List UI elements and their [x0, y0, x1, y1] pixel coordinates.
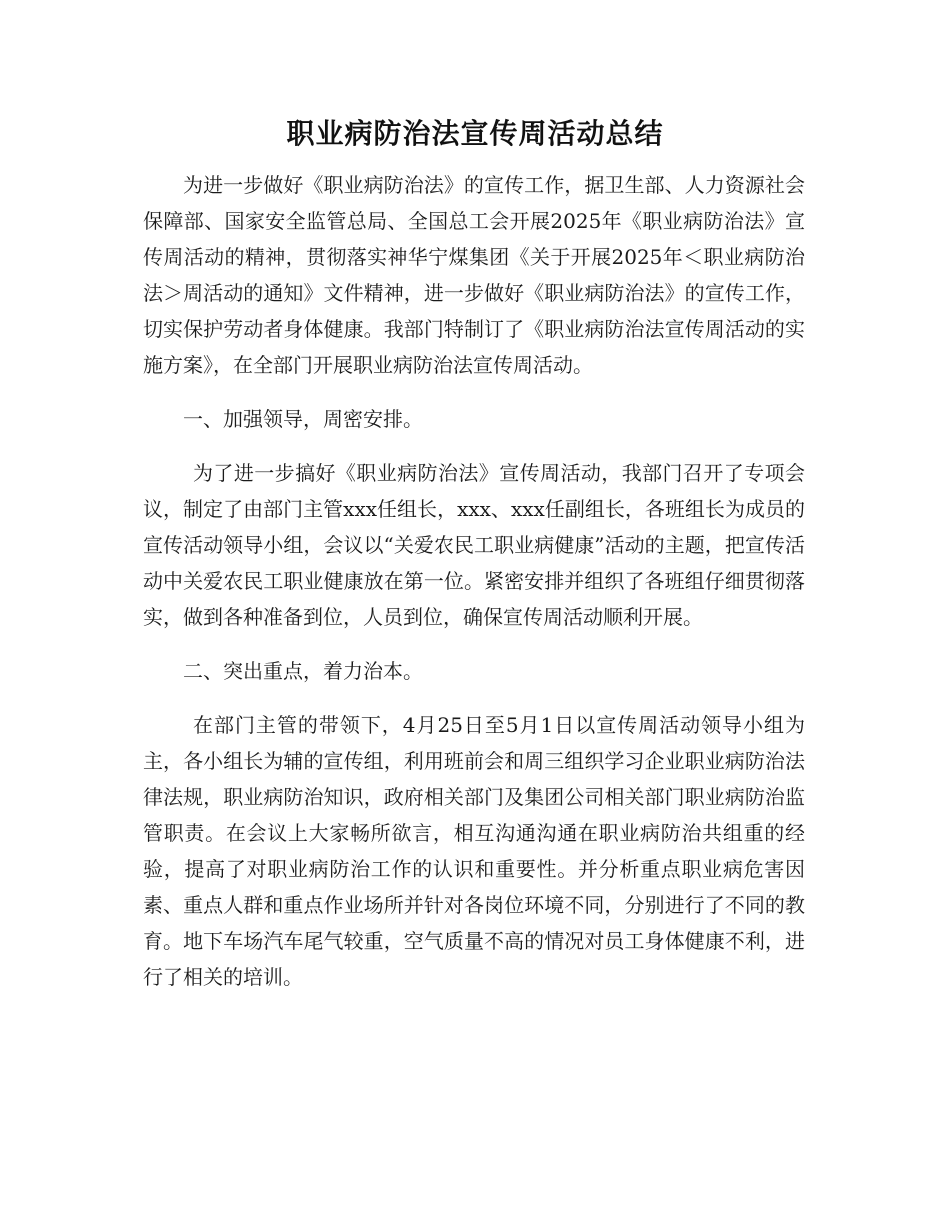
intro-paragraph: 为进一步做好《职业病防治法》的宣传工作，据卫生部、人力资源社会保障部、国家安全监管总局、全国总工会开展2025年《职业病防治法》宣传周活动的精神，贯彻落实神华宁煤集团《关于开展2025年＜职业病防治法＞周活动的通知》文件精神，进一步做好《职业病防治法》的宣传工作，切实保护劳动者身体健康。我部门特制订了《职业病防治法宣传周活动的实施方案》，在全部门开展职业病防治法宣传周活动。 [143, 173, 805, 377]
document-body [143, 167, 805, 995]
document-title: 职业病防治法宣传周活动总结 [286, 117, 664, 150]
section-2-paragraph: 在部门主管的带领下，4月25日至5月1日以宣传周活动领导小组为主，各小组长为辅的宣传组，利用班前会和周三组织学习企业职业病防治法律法规，职业病防治知识，政府相关部门及集团公司相关部门职业病防治监管职责。在会议上大家畅所欲言，相互沟通沟通在职业病防治共组重的经验，提高了对职业病防治工作的认识和重要性。并分析重点职业病危害因素、重点人群和重点作业场所并针对各岗位环境不同，分别进行了不同的教育。地下车场汽车尾气较重，空气质量不高的情况对员工身体健康不利，进行了相关的培训。 [143, 713, 805, 989]
paragraph-gap [143, 383, 805, 401]
paragraph-gap [143, 437, 805, 455]
section-heading-1: 一、加强领导，周密安排。 [183, 407, 423, 431]
paragraph-gap [143, 635, 805, 653]
section-heading-2: 二、突出重点，着力治本。 [183, 659, 423, 683]
section-1-paragraph: 为了进一步搞好《职业病防治法》宣传周活动，我部门召开了专项会议，制定了由部门主管xxx任组长，xxx、xxx任副组长，各班组长为成员的宣传活动领导小组，会议以“关爱农民工职业病健康”活动的主题，把宣传活动中关爱农民工职业健康放在第一位。紧密安排并组织了各班组仔细贯彻落实，做到各种准备到位，人员到位，确保宣传周活动顺利开展。 [143, 461, 805, 629]
paragraph-gap [143, 689, 805, 707]
